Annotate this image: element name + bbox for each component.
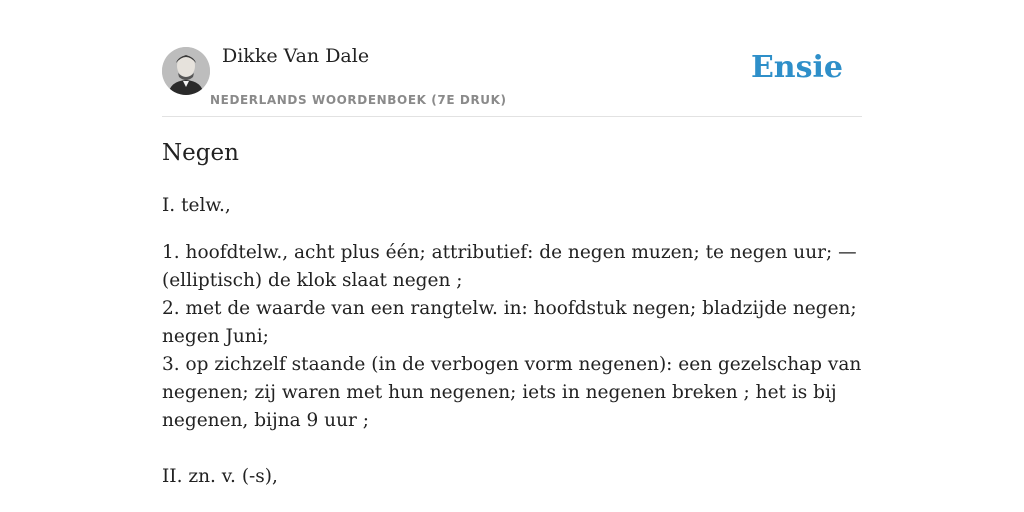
definition-list	[162, 239, 862, 435]
author-avatar[interactable]	[162, 47, 210, 95]
page	[162, 0, 862, 512]
header	[162, 0, 862, 117]
ensie-logo[interactable]: Ensie	[750, 50, 843, 85]
section-one-label: I. telw.,	[162, 195, 231, 216]
spacer	[162, 435, 862, 463]
definition-item: 3. op zichzelf staande (in de verbogen vorm negenen): een gezelschap van negenen; zij waren met hun negenen; iets in negenen breken ; het is bij negenen, bijna 9 uur ;	[162, 354, 862, 431]
dictionary-subtitle[interactable]: NEDERLANDS WOORDENBOEK (7E DRUK)	[210, 93, 507, 107]
author-name[interactable]: Dikke Van Dale	[222, 45, 370, 67]
definition-item: 2. met de waarde van een rangtelw. in: hoofdstuk negen; bladzijde negen; negen Juni;	[162, 298, 857, 347]
section-two-label: II. zn. v. (-s),	[162, 466, 278, 487]
entry-title: Negen	[162, 140, 239, 166]
entry-content	[162, 192, 862, 491]
definition-item: 1. hoofdtelw., acht plus één; attributief: de negen muzen; te negen uur; — (elliptisch) de klok slaat negen ;	[162, 242, 857, 291]
